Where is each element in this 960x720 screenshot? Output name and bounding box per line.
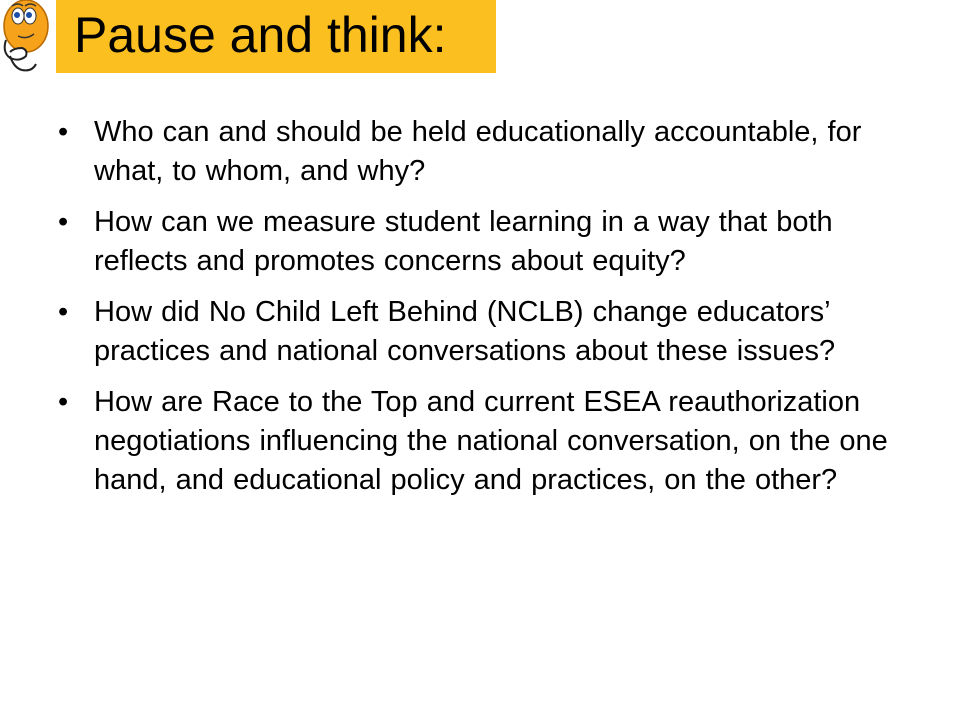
bullet-item (58, 113, 898, 191)
slide-title: Pause and think: (74, 7, 447, 63)
bullet-list (58, 113, 898, 512)
bullet-marker: • (58, 116, 69, 148)
bullet-text: How can we measure student learning in a way that both reflects and promotes concerns about equity? (94, 206, 833, 277)
bullet-marker: • (58, 206, 69, 238)
bullet-text: How are Race to the Top and current ESEA reauthorization negotiations influencing the national conversation, on the one hand, and educational policy and practices, on the other? (94, 386, 888, 496)
bullet-marker: • (58, 296, 69, 328)
bullet-item (58, 293, 898, 371)
bullet-marker: • (58, 386, 69, 418)
bullet-text: How did No Child Left Behind (NCLB) change educators’ practices and national conversations about these issues? (94, 296, 836, 367)
bullet-item (58, 383, 898, 500)
bullet-text: Who can and should be held educationally accountable, for what, to whom, and why? (94, 116, 862, 187)
bullet-item (58, 203, 898, 281)
thinking-face-icon (0, 0, 50, 76)
